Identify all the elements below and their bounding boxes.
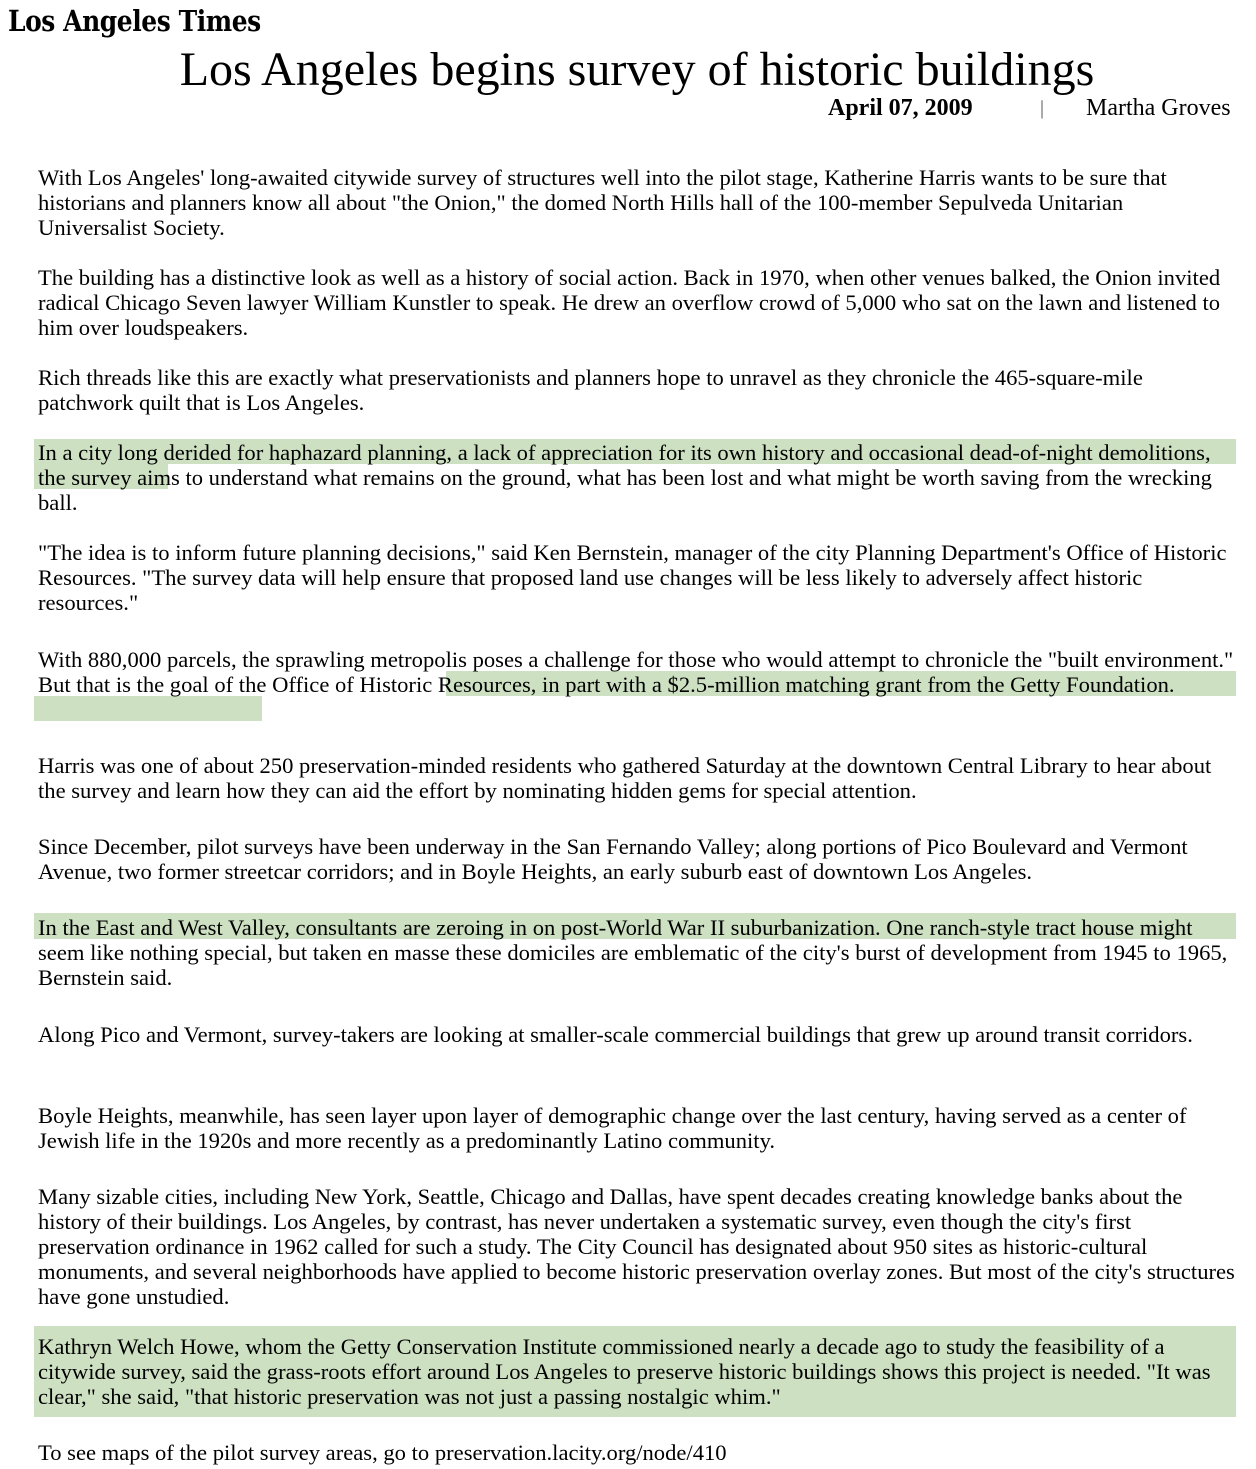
paragraph [38, 1103, 1236, 1153]
byline-separator: | [1040, 97, 1045, 119]
paragraph [38, 1334, 1236, 1409]
paragraph-text: Since December, pilot surveys have been underway in the San Fernando Valley; along portions of Pico Boulevard and Vermont Avenue, two former streetcar corridors; and in Boyle Heights, an early suburb east of downtown Los Angeles. [38, 834, 1188, 884]
paragraph [38, 647, 1236, 697]
paragraph-text: To see maps of the pilot survey areas, go to preservation.lacity.org/node/410 [38, 1440, 727, 1465]
paragraph-text: Boyle Heights, meanwhile, has seen layer upon layer of demographic change over the last century, having served as a center of Jewish life in the 1920s and more recently as a predominantly Latino community. [38, 1103, 1187, 1153]
paragraph-text: "The idea is to inform future planning decisions," said Ken Bernstein, manager of the city Planning Department's Office of Historic Resources. "The survey data will help ensure that proposed land use changes will be less likely to adversely affect historic resources." [38, 540, 1227, 615]
article-date: April 07, 2009 [828, 95, 973, 121]
highlighted-text: Kathryn Welch Howe, whom the Getty Conservation Institute commissioned nearly a decade ago to study the feasibility of a citywide survey, said the grass-roots effort around Los Angeles to preserve historic buildings shows this project is needed. "It was clear," she said, "that historic preservation was not just a passing nostalgic whim." [38, 1334, 1211, 1409]
paragraph [38, 834, 1236, 884]
paragraph [38, 265, 1236, 340]
highlighted-text: Office of Historic Resources, in part with a $2.5-million matching grant from the Getty Foundation. [272, 672, 1175, 697]
paragraph-text: Many sizable cities, including New York, Seattle, Chicago and Dallas, have spent decades creating knowledge banks about the history of their buildings. Los Angeles, by contrast, has never undertaken a systematic survey, even though the city's first preservation ordinance in 1962 called for such a study. The City Council has designated about 950 sites as historic-cultural monuments, and several neighborhoods have applied to become historic preservation overlay zones. But most of the city's structures have gone unstudied. [38, 1184, 1235, 1309]
paragraph [38, 440, 1236, 515]
paragraph-text: the survey aims to understand what remains on the ground, what has been lost and what might be worth saving from the wrecking ball. [38, 465, 1212, 515]
paragraph [38, 1022, 1236, 1047]
paragraph-text: Along Pico and Vermont, survey-takers are looking at smaller-scale commercial buildings that grew up around transit corridors. [38, 1022, 1193, 1047]
highlight-band [34, 696, 262, 721]
paragraph [38, 540, 1236, 615]
paragraph [38, 1184, 1236, 1309]
paragraph [38, 165, 1236, 240]
article-author: Martha Groves [1086, 95, 1231, 121]
masthead-logo: Los Angeles Times [8, 4, 261, 38]
paragraph-text: The building has a distinctive look as well as a history of social action. Back in 1970, when other venues balked, the Onion invited radical Chicago Seven lawyer William Kunstler to speak. He drew an overflow crowd of 5,000 who sat on the lawn and listened to him over loudspeakers. [38, 265, 1221, 340]
paragraph-text: Rich threads like this are exactly what preservationists and planners hope to unravel as they chronicle the 465-square-mile patchwork quilt that is Los Angeles. [38, 365, 1143, 415]
highlighted-text: In the East and West Valley, consultants are zeroing in on post-World War II suburbanization. One ranch-style tract [38, 915, 1076, 940]
paragraph [38, 753, 1236, 803]
paragraph [38, 915, 1236, 990]
paragraph [38, 365, 1236, 415]
highlighted-text: In a city long derided for haphazard planning, a lack of appreciation for its own history and occasional dead-of-night demolitions, [38, 440, 1211, 465]
paragraph-text: house might seem like nothing special, but taken en masse these domiciles are emblematic of the city's burst of development from 1945 to 1965, Bernstein said. [38, 915, 1228, 990]
paragraph-text: With 880,000 parcels, the sprawling metropolis poses a challenge for those who would attempt to chronicle the "built environment." But that is the goal of the [38, 647, 1234, 697]
paragraph-text: Harris was one of about 250 preservation-minded residents who gathered Saturday at the downtown Central Library to hear about the survey and learn how they can aid the effort by nominating hidden gems for special attention. [38, 753, 1212, 803]
paragraph [38, 1440, 1236, 1465]
paragraph-text: With Los Angeles' long-awaited citywide survey of structures well into the pilot stage, Katherine Harris wants to be sure that historians and planners know all about "the Onion," the domed North Hills hall of the 100-member Sepulveda Unitarian Universalist Society. [38, 165, 1167, 240]
article-headline: Los Angeles begins survey of historic buildings [179, 43, 1095, 96]
